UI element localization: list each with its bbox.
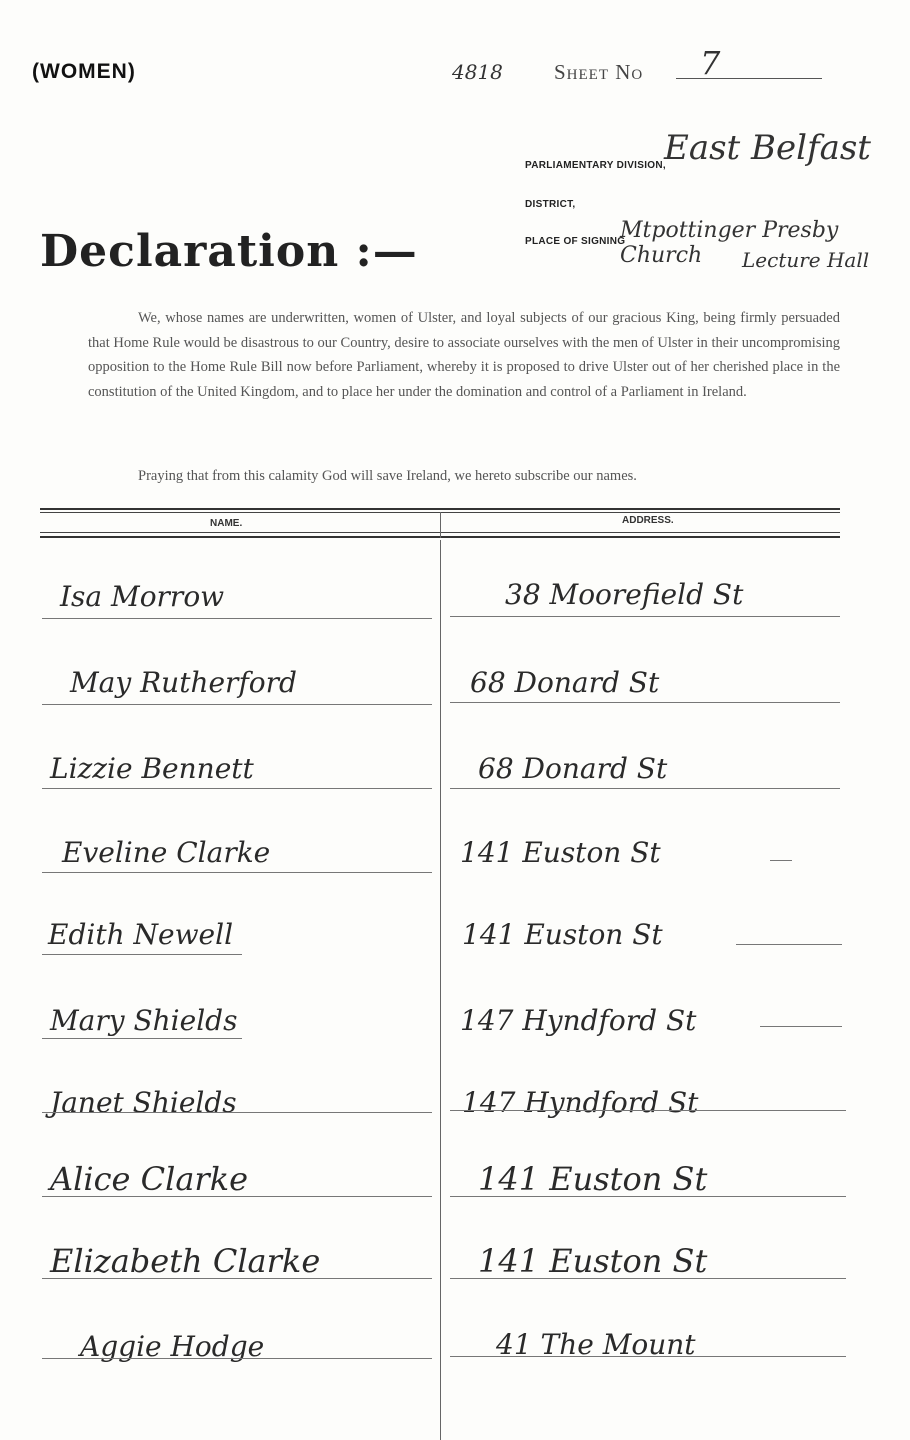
table-row bbox=[0, 666, 910, 746]
name-line bbox=[42, 618, 432, 619]
reference-number: 4818 bbox=[452, 60, 503, 84]
signatory-name: Aggie Hodge bbox=[80, 1330, 265, 1363]
signatory-name: Isa Morrow bbox=[60, 580, 225, 613]
address-line bbox=[450, 702, 840, 703]
signatory-address: 141 Euston St bbox=[478, 1160, 708, 1198]
signatory-address: 38 Moorefield St bbox=[505, 578, 744, 611]
table-row bbox=[0, 1086, 910, 1166]
address-line bbox=[450, 788, 840, 789]
signatory-name: Eveline Clarke bbox=[62, 836, 271, 869]
signatory-name: Mary Shields bbox=[50, 1004, 238, 1037]
address-line bbox=[760, 1026, 842, 1027]
name-line bbox=[42, 1358, 432, 1359]
signatory-address: 141 Euston St bbox=[462, 918, 663, 951]
signatory-name: Elizabeth Clarke bbox=[50, 1242, 321, 1280]
name-line bbox=[42, 788, 432, 789]
table-row bbox=[0, 752, 910, 832]
table-top-rule bbox=[40, 508, 840, 510]
declaration-title: Declaration :— bbox=[40, 226, 418, 277]
signatory-name: Alice Clarke bbox=[50, 1160, 249, 1198]
place-of-signing-value-line2: Lecture Hall bbox=[742, 248, 870, 272]
signatory-address: 141 Euston St bbox=[478, 1242, 708, 1280]
signatory-address: 147 Hyndford St bbox=[462, 1086, 699, 1119]
signatory-address: 68 Donard St bbox=[470, 666, 660, 699]
address-line bbox=[450, 1110, 846, 1111]
table-row bbox=[0, 580, 910, 660]
signatory-name: Edith Newell bbox=[48, 918, 234, 951]
table-row bbox=[0, 1004, 910, 1084]
sheet-number-value: 7 bbox=[700, 44, 721, 82]
name-column-header: NAME. bbox=[210, 518, 243, 529]
signatory-address: 147 Hyndford St bbox=[460, 1004, 697, 1037]
table-row bbox=[0, 918, 910, 998]
signatory-name: Janet Shields bbox=[50, 1086, 237, 1119]
declaration-closing: Praying that from this calamity God will save Ireland, we hereto subscribe our names. bbox=[138, 468, 637, 484]
name-line bbox=[42, 1112, 432, 1113]
signatory-address: 68 Donard St bbox=[478, 752, 668, 785]
table-row bbox=[0, 836, 910, 916]
address-line bbox=[770, 860, 792, 861]
place-of-signing-label: PLACE OF SIGNING bbox=[525, 236, 626, 247]
address-line bbox=[450, 1356, 846, 1357]
address-column-header: ADDRESS. bbox=[622, 515, 674, 526]
name-line bbox=[42, 872, 432, 873]
division-label: PARLIAMENTARY DIVISION, bbox=[525, 160, 666, 171]
signatory-name: Lizzie Bennett bbox=[50, 752, 254, 785]
signatory-address: 141 Euston St bbox=[460, 836, 661, 869]
table-row bbox=[0, 1330, 910, 1410]
table-row bbox=[0, 1160, 910, 1240]
women-label: (WOMEN) bbox=[32, 60, 136, 83]
declaration-text: We, whose names are underwritten, women of Ulster, and loyal subjects of our gracious King, being firmly persuaded that Home Rule would be disastrous to our Country, desire to associate ourselves with the men of Ulster in their uncompromising opposition to the Home Rule Bill now before Parliament, whereby it is proposed to drive Ulster out of her cherished place in the constitution of the United Kingdom, and to place her under the domination and control of a Parliament in Ireland. bbox=[88, 310, 840, 400]
name-line bbox=[42, 1038, 242, 1039]
signatory-name: May Rutherford bbox=[70, 666, 297, 699]
name-line bbox=[42, 704, 432, 705]
address-line bbox=[736, 944, 842, 945]
address-line bbox=[450, 1196, 846, 1197]
sheet-label: Sheet No bbox=[554, 60, 644, 84]
district-label: DISTRICT, bbox=[525, 199, 576, 210]
header-column-divider bbox=[440, 512, 441, 538]
name-line bbox=[42, 954, 242, 955]
division-value: East Belfast bbox=[664, 128, 871, 168]
table-row bbox=[0, 1242, 910, 1322]
place-of-signing-value: Mtpottinger Presby Church bbox=[620, 218, 839, 268]
name-line bbox=[42, 1278, 432, 1279]
sheet-number-line bbox=[676, 78, 822, 79]
declaration-paragraph bbox=[88, 306, 840, 404]
address-line bbox=[450, 1278, 846, 1279]
name-line bbox=[42, 1196, 432, 1197]
signatory-address: 41 The Mount bbox=[496, 1328, 696, 1361]
address-line bbox=[450, 616, 840, 617]
